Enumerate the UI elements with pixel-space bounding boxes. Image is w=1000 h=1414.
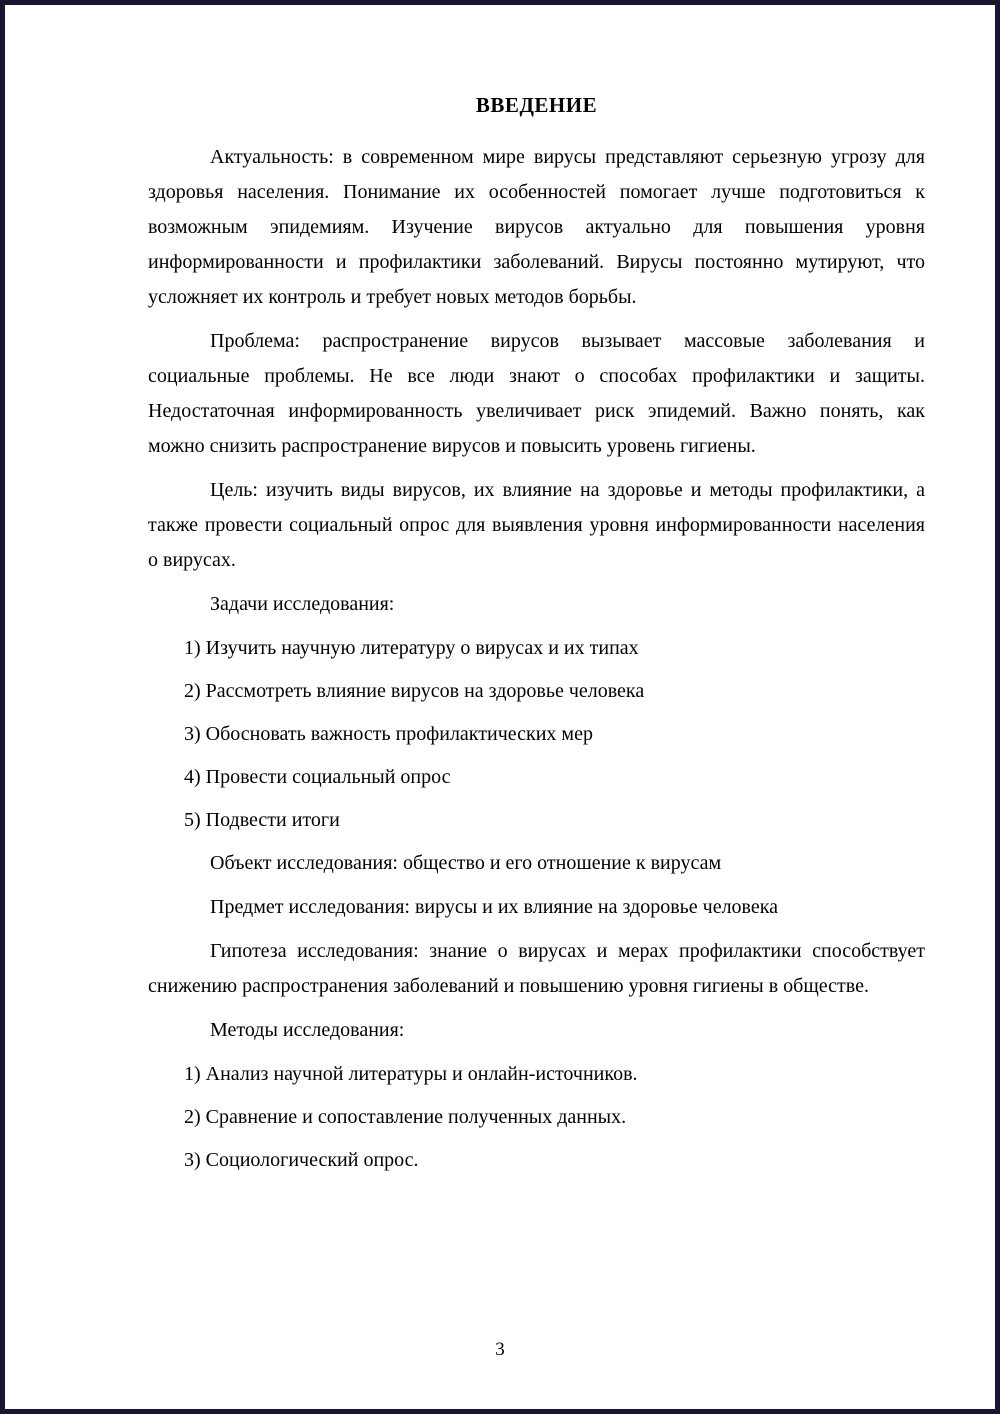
list-item: 3) Обосновать важность профилактических мер [184, 723, 593, 745]
document-body [148, 140, 925, 1178]
list-item: 3) Социологический опрос. [184, 1149, 419, 1171]
paragraph: Задачи исследования: [210, 593, 395, 615]
page-number: 3 [495, 1339, 505, 1360]
paragraph: Предмет исследования: вирусы и их влияние на здоровье человека [210, 896, 779, 918]
paragraph: Цель: изучить виды вирусов, их влияние на здоровье и методы профилактики, а также провести социальный опрос для выявления уровня информированности населения о вирусах. [148, 479, 925, 571]
paragraph: Объект исследования: общество и его отношение к вирусам [210, 852, 722, 874]
list-item: 5) Подвести итоги [184, 809, 340, 831]
document-content [5, 5, 995, 1178]
paragraph: Гипотеза исследования: знание о вирусах и мерах профилактики способствует снижению распространения заболеваний и повышению уровня гигиены в обществе. [148, 940, 925, 997]
paragraph: Проблема: распространение вирусов вызывает массовые заболевания и социальные проблемы. Не все люди знают о способах профилактики и защиты. Недостаточная информированность увеличивает риск эпидемий. Важно понять, как можно снизить распространение вирусов и повысить уровень гигиены. [148, 330, 925, 457]
page-title: ВВЕДЕНИЕ [475, 93, 598, 117]
list-item: 1) Изучить научную литературу о вирусах и их типах [184, 637, 639, 659]
list-item: 2) Сравнение и сопоставление полученных данных. [184, 1106, 627, 1128]
list-item: 2) Рассмотреть влияние вирусов на здоровье человека [184, 680, 645, 702]
paragraph: Актуальность: в современном мире вирусы представляют серьезную угрозу для здоровья населения. Понимание их особенностей помогает лучше подготовиться к возможным эпидемиям. Изучение вирусов актуально для повышения уровня информированности и профилактики заболеваний. Вирусы постоянно мутируют, что усложняет их контроль и требует новых методов борьбы. [148, 146, 925, 308]
list-item: 1) Анализ научной литературы и онлайн-источников. [184, 1063, 638, 1085]
list-item: 4) Провести социальный опрос [184, 766, 451, 788]
paragraph: Методы исследования: [210, 1019, 405, 1041]
